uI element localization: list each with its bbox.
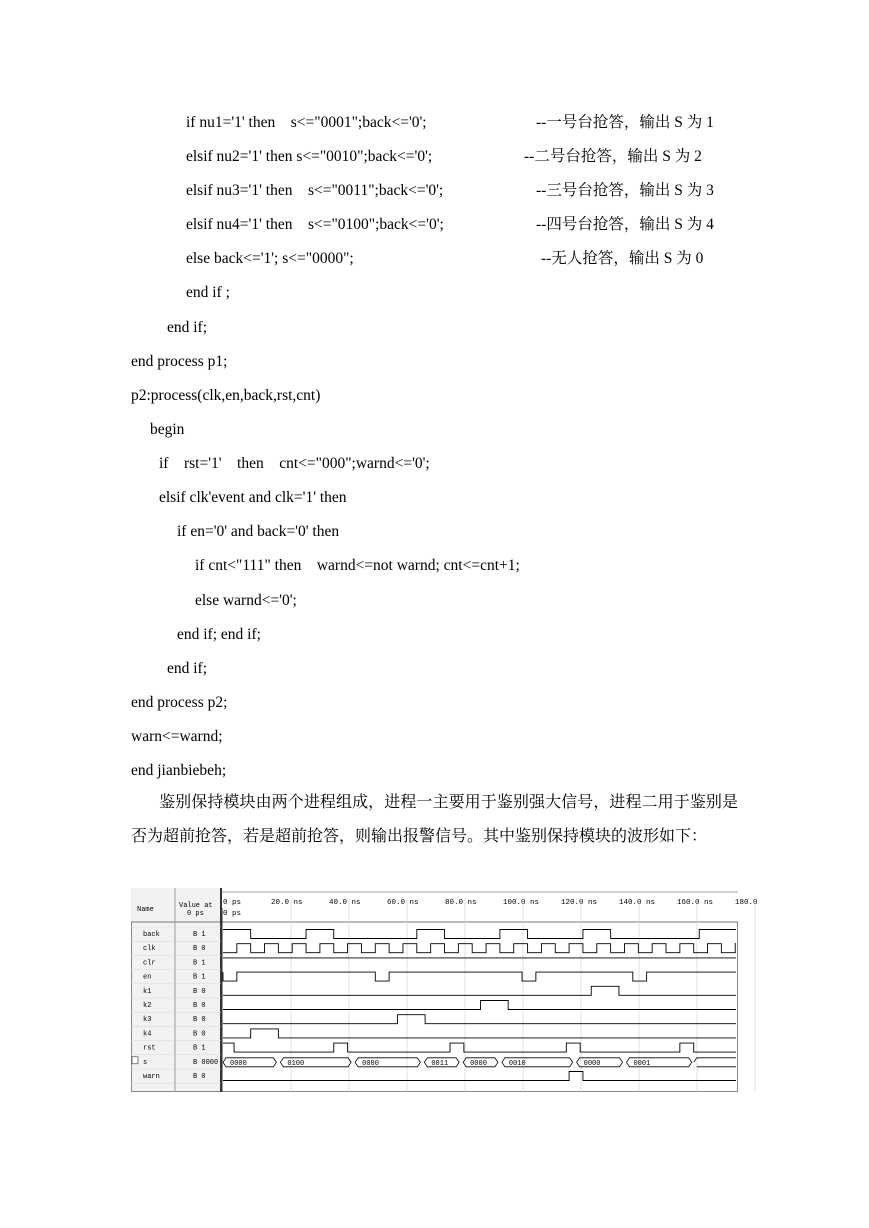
time-tick-label: 0 ps xyxy=(223,899,242,907)
waveform-figure xyxy=(131,888,758,1092)
time-tick-label: 140.0 ns xyxy=(619,899,656,907)
code-line: elsif nu3='1' then s<="0011";back<='0'; xyxy=(186,182,444,199)
code-line: elsif clk'event and clk='1' then xyxy=(159,489,347,506)
code-line: end if; xyxy=(167,319,208,336)
time-tick-label: 20.0 ns xyxy=(271,899,303,907)
code-line: else back<='1'; s<="0000"; xyxy=(186,250,354,267)
bus-value-label: 0000 xyxy=(470,1059,487,1068)
code-line: else warnd<='0'; xyxy=(195,592,297,609)
signal-value-back: B 1 xyxy=(193,931,206,939)
signal-value-clk: B 0 xyxy=(193,945,206,954)
signal-name-clr: clr xyxy=(143,959,156,968)
signal-value-en: B 1 xyxy=(193,973,206,982)
signal-name-back: back xyxy=(143,931,160,939)
signal-name-en: en xyxy=(143,973,152,982)
code-line: if rst='1' then cnt<="000";warnd<='0'; xyxy=(159,455,430,472)
code-line: end if ; xyxy=(186,284,230,301)
code-line: if nu1='1' then s<="0001";back<='0'; xyxy=(186,114,427,131)
bus-value-label: 0001 xyxy=(633,1059,651,1068)
code-comment: --一号台抢答，输出 S 为 1 xyxy=(536,114,714,131)
signal-value-warn: B 0 xyxy=(193,1073,206,1081)
signal-name-k1: k1 xyxy=(143,987,152,996)
time-tick-label: 60.0 ns xyxy=(387,899,419,907)
time-tick-label: 180.0 xyxy=(735,899,758,907)
time-tick-label: 160.0 ns xyxy=(677,899,714,907)
signal-name-k2: k2 xyxy=(143,1002,152,1010)
code-line: end if; xyxy=(167,660,208,677)
signal-name-clk: clk xyxy=(143,945,156,954)
signal-value-k3: B 0 xyxy=(193,1016,206,1025)
paragraph-text: 鉴别保持模块由两个进程组成，进程一主要用于鉴别强大信号，进程二用于鉴别是否为超前抢答，若是超前抢答，则输出报警信号。其中鉴别保持模块的波形如下： xyxy=(131,794,738,845)
code-line: end process p2; xyxy=(131,694,228,711)
code-line: if cnt<"111" then warnd<=not warnd; cnt<=cnt+1; xyxy=(195,557,520,574)
bus-expand-icon xyxy=(132,1057,138,1064)
signal-name-warn: warn xyxy=(143,1073,160,1081)
code-comment: --二号台抢答，输出 S 为 2 xyxy=(524,148,702,165)
code-line: elsif nu4='1' then s<="0100";back<='0'; xyxy=(186,216,444,233)
code-line: p2:process(clk,en,back,rst,cnt) xyxy=(131,387,321,404)
signal-value-k4: B 0 xyxy=(193,1030,206,1039)
code-line: elsif nu2='1' then s<="0010";back<='0'; xyxy=(186,148,433,165)
signal-value-clr: B 1 xyxy=(193,959,206,968)
code-line: if en='0' and back='0' then xyxy=(177,523,340,540)
bus-value-label: 0010 xyxy=(508,1059,526,1068)
code-line: end process p1; xyxy=(131,353,228,370)
signal-value-rst: B 1 xyxy=(193,1044,206,1053)
description-paragraph xyxy=(131,786,738,854)
time-tick-label: 120.0 ns xyxy=(561,899,598,907)
time-tick-label: 80.0 ns xyxy=(445,899,477,907)
bus-value-label: 0011 xyxy=(431,1059,449,1068)
time-tick-label: 100.0 ns xyxy=(503,899,540,907)
code-line: end jianbiebeh; xyxy=(131,762,227,779)
signal-name-s: s xyxy=(143,1058,148,1067)
code-comment: --无人抢答，输出 S 为 0 xyxy=(541,250,704,267)
bus-value-label: 0000 xyxy=(230,1059,247,1068)
signal-name-k3: k3 xyxy=(143,1016,152,1025)
code-line: warn<=warnd; xyxy=(131,728,223,745)
code-comment: --四号台抢答，输出 S 为 4 xyxy=(536,216,714,233)
signal-value-k1: B 0 xyxy=(193,987,206,996)
code-line: end if; end if; xyxy=(177,626,261,643)
cursor-label: 0 ps xyxy=(223,910,242,918)
signal-name-rst: rst xyxy=(143,1044,156,1053)
code-line: begin xyxy=(150,421,185,438)
signal-value-k2: B 0 xyxy=(193,1002,206,1010)
value-header-time: 0 ps xyxy=(187,910,204,918)
bus-value-label: 0000 xyxy=(362,1059,379,1068)
name-header: Name xyxy=(137,906,154,914)
signal-value-s: B 0000 xyxy=(193,1058,219,1067)
signal-name-k4: k4 xyxy=(143,1030,152,1039)
bus-value-label: 0000 xyxy=(583,1059,601,1068)
code-comment: --三号台抢答，输出 S 为 3 xyxy=(536,182,714,199)
bus-value-label: 0100 xyxy=(287,1059,305,1068)
time-tick-label: 40.0 ns xyxy=(329,899,361,907)
value-header: Value at xyxy=(179,902,213,910)
